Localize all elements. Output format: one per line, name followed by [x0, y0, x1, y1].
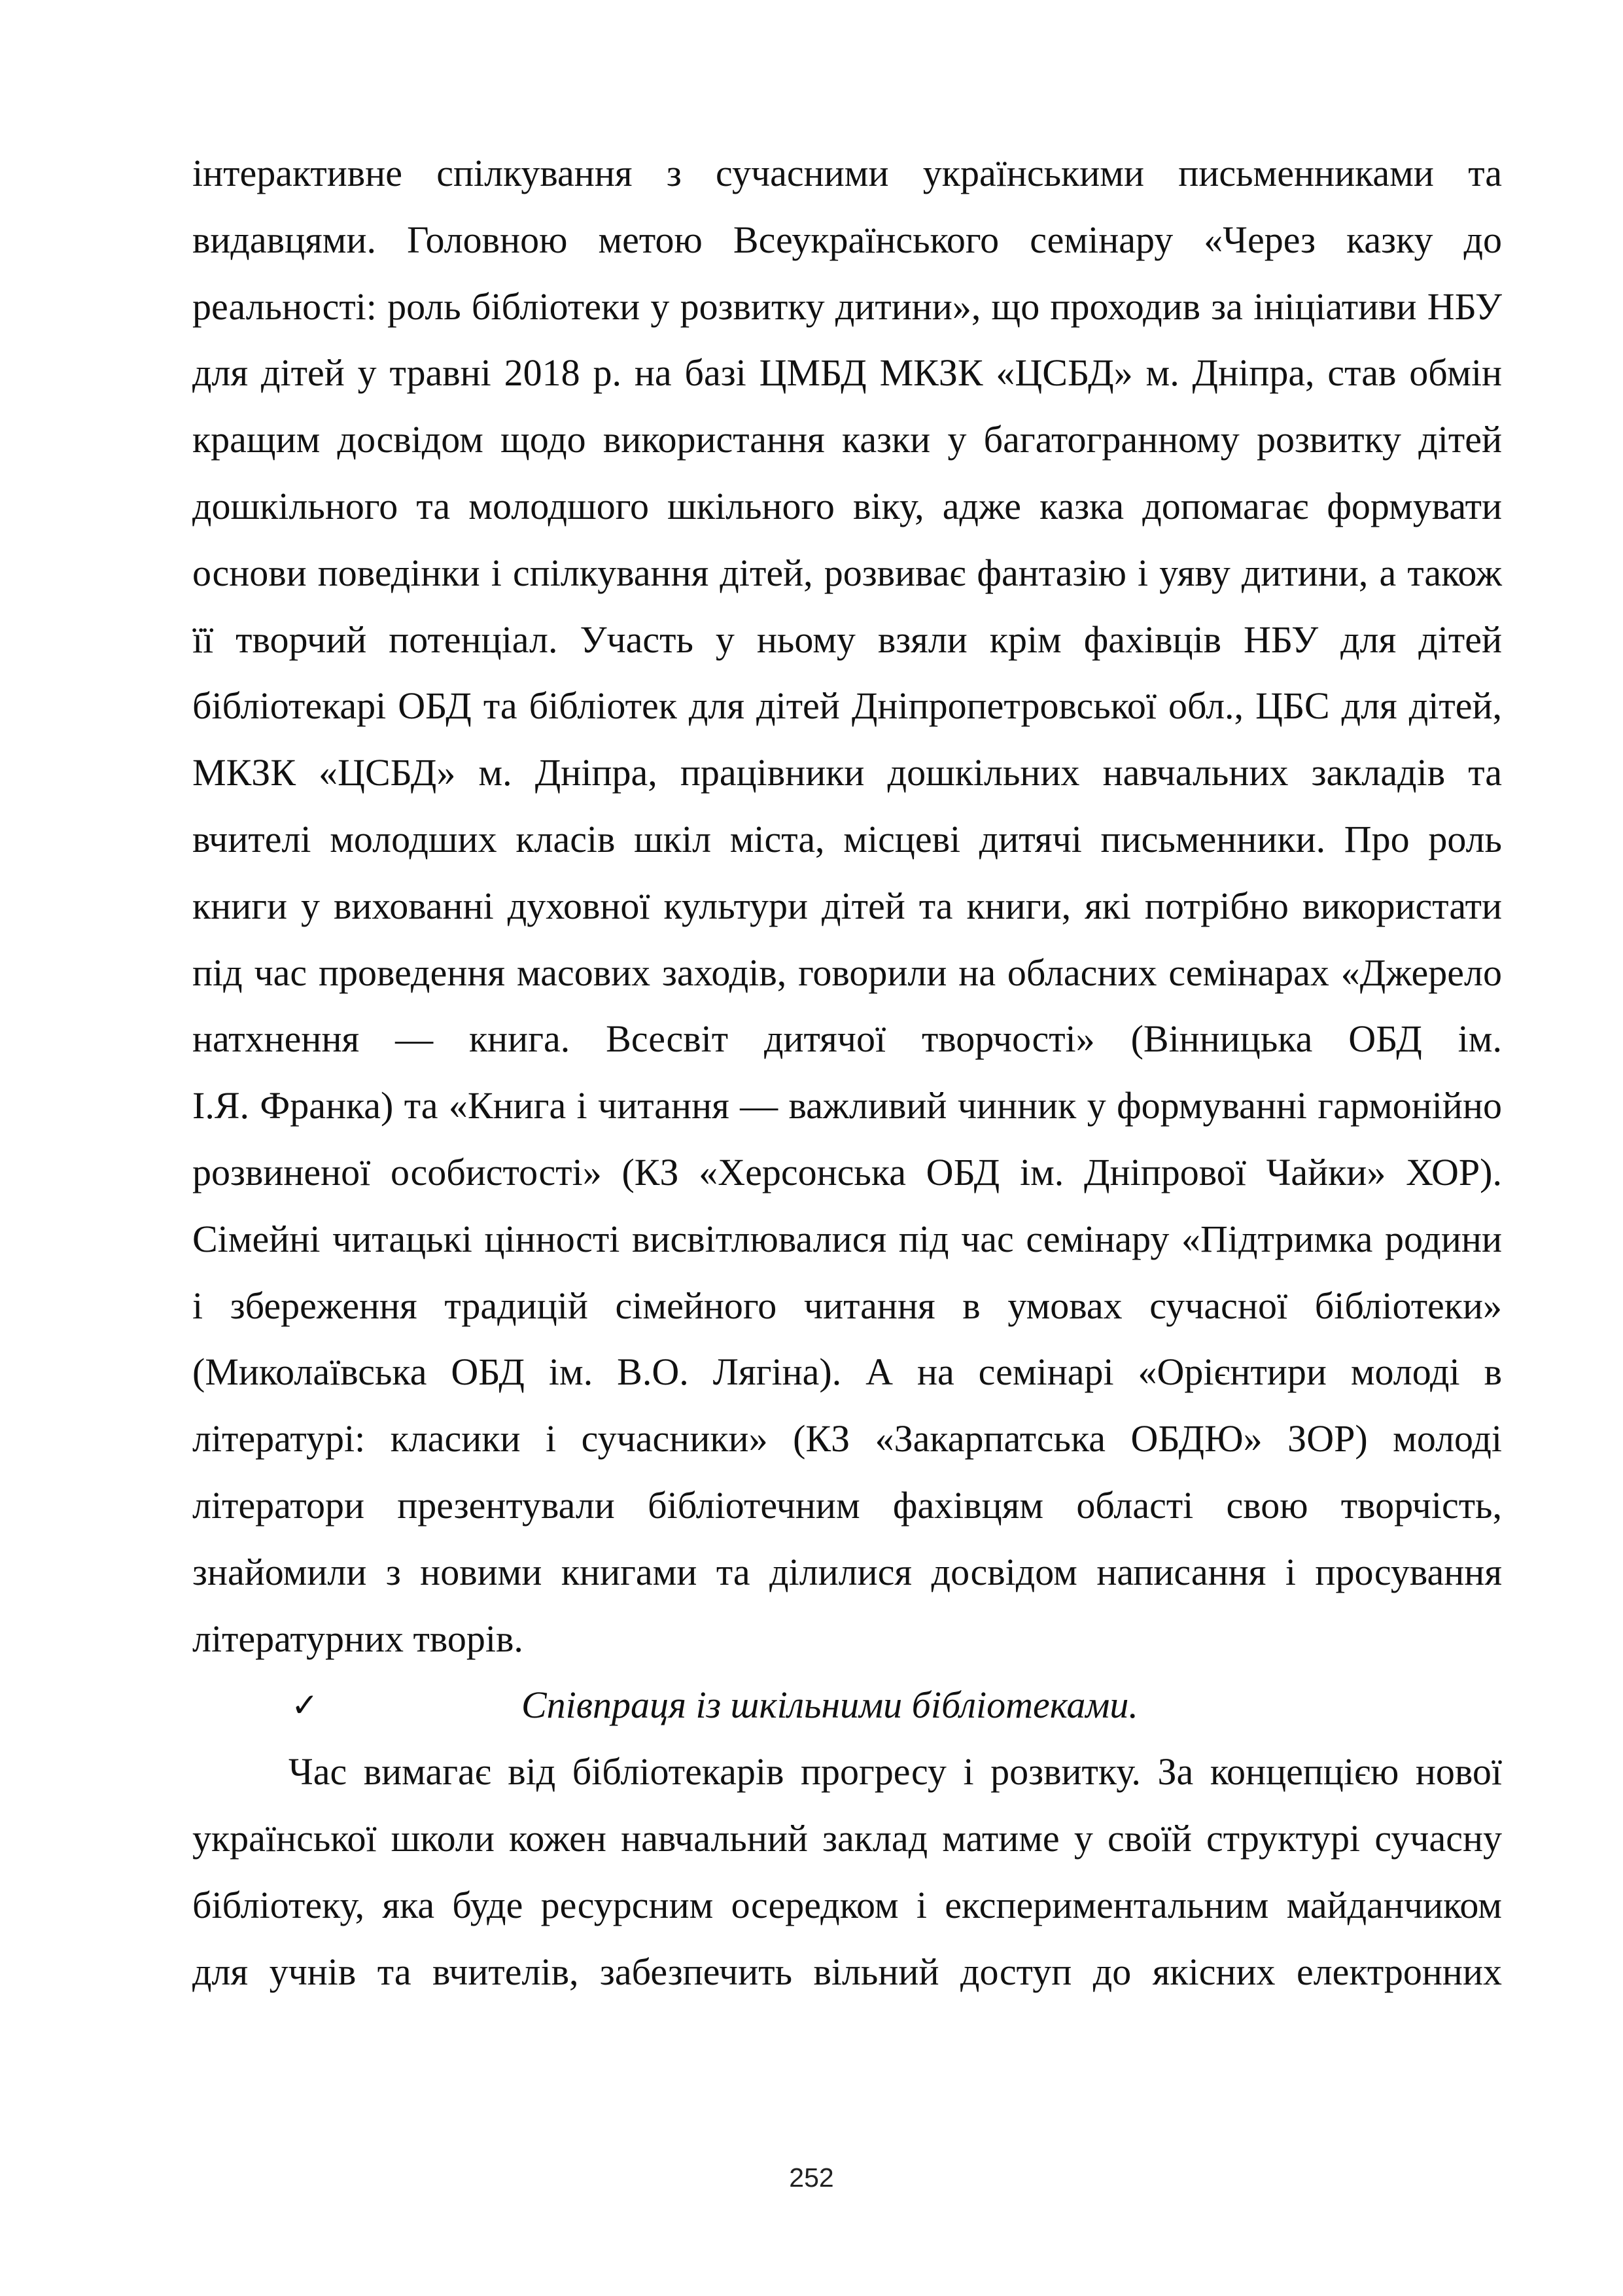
text-line: знайомили з новими книгами та ділилися досвідом написання і просування: [192, 1550, 1502, 1593]
text-line: для учнів та вчителів, забезпечить вільний доступ до якісних електронних: [192, 1950, 1502, 1993]
text-line: натхнення — книга. Всесвіт дитячої творчості» (Вінницька ОБД ім.: [192, 1017, 1502, 1061]
text-line: бібліотеку, яка буде ресурсним осередком і експериментальним майданчиком: [192, 1883, 1502, 1926]
text-line: книги у вихованні духовної культури дітей та книги, які потрібно використати: [192, 884, 1502, 927]
text-line: МКЗК «ЦСБД» м. Дніпра, працівники дошкільних навчальних закладів та: [192, 751, 1502, 794]
text-line: кращим досвідом щодо використання казки у багатогранному розвитку дітей: [192, 418, 1502, 461]
body-text: [192, 140, 1502, 2005]
text-line: її творчий потенціал. Участь у ньому взяли крім фахівців НБУ для дітей: [192, 618, 1502, 661]
text-line: Час вимагає від бібліотекарів прогресу і розвитку. За концепцією нової: [288, 1750, 1502, 1793]
text-line: літературі: класики і сучасники» (КЗ «Закарпатська ОБДЮ» ЗОР) молоді: [192, 1417, 1502, 1460]
text-line: основи поведінки і спілкування дітей, розвиває фантазію і уяву дитини, а також: [192, 551, 1502, 594]
text-line: для дітей у травні 2018 р. на базі ЦМБД МКЗК «ЦСБД» м. Дніпра, став обмін: [192, 351, 1502, 395]
checkmark-icon: ✓: [291, 1686, 319, 1725]
text-line: інтерактивне спілкування з сучасними українськими письменниками та: [192, 152, 1502, 194]
text-line: (Миколаївська ОБД ім. В.О. Лягіна). А на семінарі «Орієнтири молоді в: [192, 1351, 1502, 1394]
text-line: вчителі молодших класів шкіл міста, місцеві дитячі письменники. Про роль: [192, 817, 1502, 860]
text-line: видавцями. Головною метою Всеукраїнського семінару «Через казку до: [192, 218, 1502, 261]
text-line: під час проведення масових заходів, говорили на обласних семінарах «Джерело: [192, 951, 1502, 994]
paragraph-2: [192, 1739, 1502, 2005]
text-line: української школи кожен навчальний заклад матиме у своїй структурі сучасну: [192, 1816, 1502, 1860]
text-line: бібліотекарі ОБД та бібліотек для дітей Дніпропетровської обл., ЦБС для дітей,: [192, 684, 1502, 728]
text-line: літературних творів.: [192, 1617, 523, 1660]
subheading-title: Співпраця із шкільними бібліотеками.: [521, 1684, 1138, 1727]
paragraph-1: [192, 140, 1502, 1672]
text-line: і збереження традицій сімейного читання в умовах сучасної бібліотеки»: [192, 1284, 1502, 1327]
page-number: 252: [789, 2163, 834, 2193]
text-line: розвиненої особистості» (КЗ «Херсонська ОБД ім. Дніпрової Чайки» ХОР).: [192, 1150, 1502, 1193]
text-line: дошкільного та молодшого шкільного віку, адже казка допомагає формувати: [192, 484, 1502, 527]
section-subheading: [192, 1672, 1502, 1739]
text-line: І.Я. Франка) та «Книга і читання — важливий чинник у формуванні гармонійно: [192, 1084, 1502, 1127]
text-line: реальності: роль бібліотеки у розвитку дитини», що проходив за ініціативи НБУ: [192, 285, 1502, 328]
text-line: Сімейні читацькі цінності висвітлювалися під час семінару «Підтримка родини: [192, 1217, 1502, 1260]
text-line: літератори презентували бібліотечним фахівцям області свою творчість,: [192, 1483, 1502, 1527]
